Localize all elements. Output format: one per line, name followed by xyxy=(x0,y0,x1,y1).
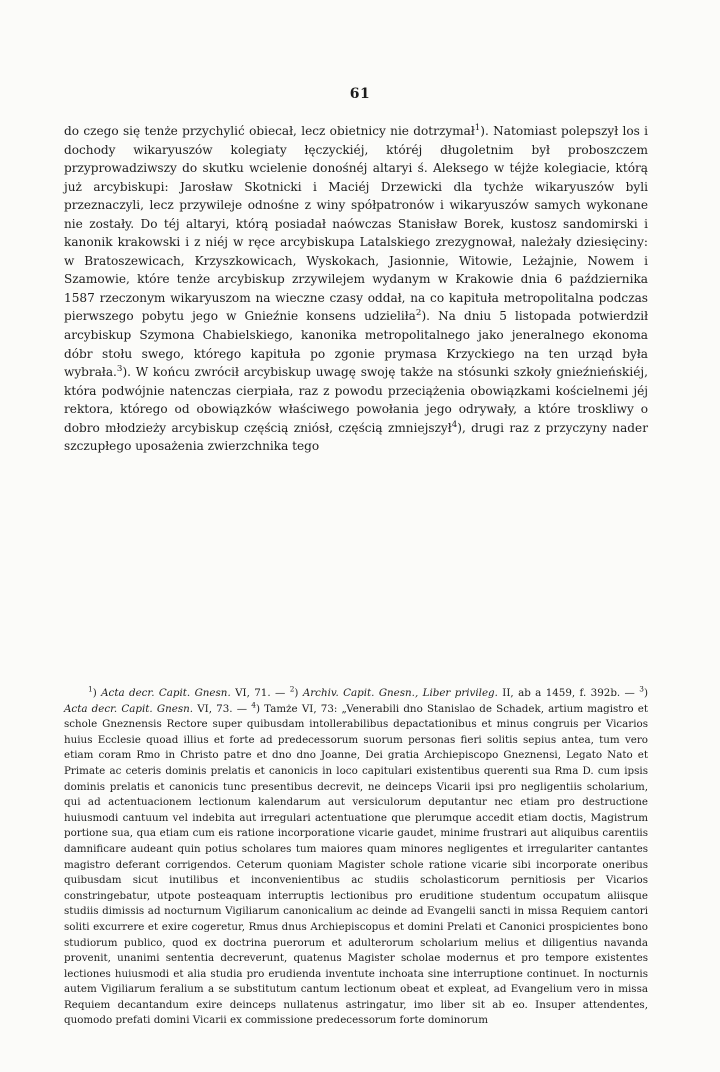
footnote-ref: 1 xyxy=(474,122,481,133)
text-segment: ). Na dniu 5 listopada potwierdził arcybiskup Szymona Chabielskiego, kanonika metropolitalnego jako jeneralnego ekonoma dóbr stołu swego, którego kapituła po zgonie prymasa Krzyckiego na ten urząd była wybrała. xyxy=(64,309,649,380)
footnote-ref: 2 xyxy=(415,308,422,319)
citation-text: ) xyxy=(294,687,303,699)
citation-text: VI, 73. — xyxy=(193,702,252,715)
citation-text: ) xyxy=(643,687,648,699)
citation-title: Acta decr. Capit. Gnesn. xyxy=(64,702,194,715)
citation-title: Acta decr. Capit. Gnesn. xyxy=(101,687,231,699)
footnote-number: 2 xyxy=(289,684,295,694)
text-segment: ), drugi raz z przyczyny nader szczupłego uposażenia zwierzchnika tego xyxy=(64,420,648,454)
footnote-number: 4 xyxy=(251,700,256,710)
text-segment: do czego się tenże przychylić obiecał, lecz obietnicy nie dotrzymał xyxy=(64,124,475,138)
footnote-quote: ) Tamże VI, 73: „Venerabili dno Stanislao de Schadek, artium magistro et schole Gneznensis Rectore super quibusdam intollerabilibus depactationibus et minus congruis per Vicarios huius Ecclesie quoad illius et forte ad predecessorum suorum personas fieri solitis sepius antea, tum vero etiam coram Rmo in Christo patre et dno dno Joanne, Dei gratia Archiepiscopo Gneznensi, Legato Nato et Primate ac ceteris dominis prelatis et canonicis in loco capitulari existentibus querenti sua Rma D. cum ipsis dominis prelatis et canonicis tunc presentibus decrevit, ne deinceps Vicarii ipsi pro negligentiis scholarium, qui ad actentuacionem lectionum kalendarum aut versiculorum deputantur nec etiam pro destructione huiusmodi cantuum vel indebita aut irregulari actentuatione que plerumque accedit etiam doctis, Magistrum portione sua, qua etiam cum eis ratione incorporatione vicarie gaudet, minime frustrari aut aliquibus carentiis damnificare audeant quin potius scholares tum maiores quam minores negligentes et irregulariter cantantes magistro deferant corrigendos. Ceterum quoniam Magister schole ratione vicarie sibi incorporate oneribus quibusdam sicut inutilibus et inconvenientibus ac studiis scholasticorum pernitiosis per Vicarios constringebatur, utpote posteaquam interruptis lectionibus pro eruditione studentum occupatum aliisque studiis dimissis ad nocturnum Vigiliarum canonicalium ac deinde ad Evangelii sancti in missa Requiem cantori soliti excurrere et exire cogeretur, Rmus dnus Archiepiscopus et domini Prelati et Canonici prospicientes bono studiorum publico, quod ex doctrina puerorum et adulterorum scholarium melius et diligentius navanda provenit, unanimi sententia decreverunt, quatenus Magister scholae modernus et pro tempore existentes lectiones huiusmodi et alia studia pro erudienda inventute inchoata sine interruptione continuet. In nocturnis autem Vigiliarum feralium a se substitutum cantum lectionum obeat et expleat, ad Evangelium vero in missa Requiem decantandum exire deinceps nullatenus astringatur, imo liber sit ab eo. Insuper attendentes, quomodo prefati domini Vicarii ex commissione predecessorum forte dominorum xyxy=(64,702,648,1027)
citation-title: Archiv. Capit. Gnesn., Liber privileg. xyxy=(302,687,498,699)
footnote-ref: 4 xyxy=(451,419,458,430)
citation-text: VI, 71. — xyxy=(230,687,290,699)
footnote-number: 1 xyxy=(88,684,93,694)
footnote-paragraph: $^1$) Acta decr. Capit. Gnesn. VI, 71. — $^2$) Archiv. Capit. Gnesn., Liber privileg. II, ab a 1459, f. 392b. — $^3$) Acta decr. Capit. Gnesn. VI, 73. — $^4$) Tamże VI, 73: „Venerabili dno Stanislao de Schadek, artium magistro et schole Gneznensis Rectore super quibusdam intollerabilibus depactationibus et minus congruis per Vicarios huius Ecclesie quoad illius et forte ad predecessorum suorum personas fieri solitis sepius antea, tum vero etiam coram Rmo in Christo patre et dno dno Joanne, Dei gratia Archiepiscopo Gneznensi, Legato Nato et Primate ac ceteris dominis prelatis et canonicis in loco capitulari existentibus querenti sua Rma D. cum ipsis dominis prelatis et canonicis tunc presentibus decrevit, ne deinceps Vicarii ipsi pro negligentiis scholarium, qui ad actentuacionem lectionum kalendarum aut versiculorum deputantur nec etiam pro destructione huiusmodi cantuum vel indebita aut irregulari actentuatione que plerumque accedit etiam doctis, Magistrum portione sua, qua etiam cum eis ratione incorporatione vicarie gaudet, minime frustrari aut aliquibus carentiis damnificare audeant quin potius scholares tum maiores quam minores negligentes et irregulariter cantantes magistro deferant corrigendos. Ceterum quoniam Magister schole ratione vicarie sibi incorporate oneribus quibusdam sicut inutilibus et inconvenientibus ac studiis scholasticorum pernitiosis per Vicarios constringebatur, utpote posteaquam interruptis lectionibus pro eruditione studentum occupatum aliisque studiis dimissis ad nocturnum Vigiliarum canonicalium ac deinde ad Evangelii sancti in missa Requiem cantori soliti excurrere et exire cogeretur, Rmus dnus Archiepiscopus et domini Prelati et Canonici prospicientes bono studiorum publico, quod ex doctrina puerorum et adulterorum scholarium melius et diligentius navanda provenit, unanimi sententia decreverunt, quatenus Magister scholae modernus et pro tempore existentes lectiones huiusmodi et alia studia pro erudienda inventute inchoata sine interruptione continuet. In nocturnis autem Vigiliarum feralium a se substitutum cantum lectionum obeat et expleat, ad Evangelium vero in missa Requiem decantandum exire deinceps nullatenus astringatur, imo liber sit ab eo. Insuper attendentes, quomodo prefati domini Vicarii ex commissione predecessorum forte dominorum xyxy=(64,684,648,1027)
footnote-ref: 3 xyxy=(116,364,123,375)
main-paragraph xyxy=(64,122,648,456)
footnotes xyxy=(64,686,648,1029)
text-segment: ). W końcu zwrócił arcybiskup uwagę swoję także na stósunki szkoły gnieźnieńskiéj, która podwójnie natenczas cierpiała, raz z powodu przeciążenia obowiązkami kościelnemi jéj rektora, którego od obowiązków właściwego powołania jego odrywały, a które troskliwy o dobro młodzieży arcybiskup częścią zniósł, częścią zmniejszył xyxy=(64,365,648,435)
page-number: 61 xyxy=(349,86,371,102)
main-text xyxy=(64,122,648,456)
text-segment: ). Natomiast polepszył los i dochody wikaryuszów kolegiaty łęczyckiéj, któréj długoletnim był proboszczem przyprowadziwszy do skutku wcielenie donośnéj altaryi ś. Aleksego w téjże kolegiacie, którą już arcybiskupi: Jarosław Skotnicki i Maciéj Drzewicki dla tychże wikaryuszów byli przeznaczyli, lecz przywileje odnośne z winy spółpatronów i wikaryuszów samych wykonane nie zostały. Do téj altaryi, którą posiadał naówczas Stanisław Borek, kustosz sandomirski i kanonik krakowski i z niéj w ręce arcybiskupa Latalskiego zrezygnował, należały dziesięciny: w Bratoszewicach, Krzyszkowicach, Wyskokach, Jasionnie, Witowie, Leżajnie, Nowem i Szamowie, które tenże arcybiskup zrzywilejem wydanym w Krakowie dnia 6 października 1587 rzeczonym wikaryuszom na wieczne czasy oddał, na co kapituła metropolitalna podczas pierwszego pobytu jego w Gnieźnie konsens udzieliła xyxy=(64,124,648,324)
citation-text: II, ab a 1459, f. 392b. — xyxy=(497,687,640,699)
footnote-number: 3 xyxy=(639,684,644,694)
